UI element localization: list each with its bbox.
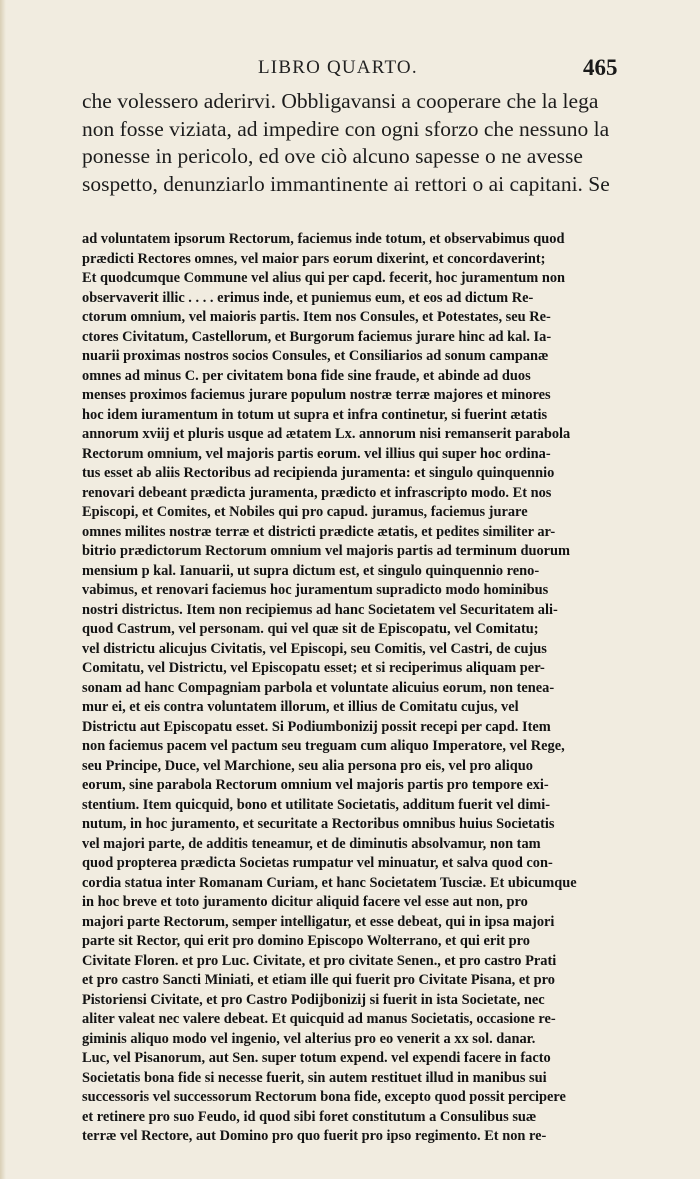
- footnote-line: prædicti Rectores omnes, vel maior pars eorum dixerint, et concordaverint;: [82, 250, 546, 267]
- footnote-line: Rectorum omnium, vel majoris partis eorum. vel illius qui super hoc ordina-: [82, 445, 551, 462]
- main-text-line: che volessero aderirvi. Obbligavansi a cooperare che la lega: [82, 89, 599, 113]
- main-text-line: sospetto, denunziarlo immantinente ai rettori o ai capitani. Se: [82, 171, 610, 196]
- page-number: 465: [583, 55, 618, 80]
- main-text: [82, 88, 622, 198]
- footnote-line: mur ei, et eis contra voluntatem illorum, et illius de Comitatu cujus, vel: [82, 699, 519, 715]
- footnote-line: ctores Civitatum, Castellorum, et Burgorum faciemus jurare hinc ad kal. Ia-: [82, 328, 552, 345]
- footnote-line: menses proximos faciemus jurare populum nostræ terræ majores et minores: [82, 387, 551, 403]
- footnote-line: in hoc breve et toto juramento dicitur aliquid facere vel esse aut non, pro: [82, 894, 528, 910]
- footnote-line: seu Principe, Duce, vel Marchione, seu alia persona pro eis, vel pro aliquo: [82, 757, 533, 774]
- footnote-line: successoris vel successorum Rectorum bona fide, excepto quod possit percipere: [82, 1089, 566, 1105]
- footnote-line: terræ vel Rectore, aut Domino pro quo fuerit pro ipso regimento. Et non re-: [82, 1128, 547, 1144]
- footnote-line: nostri districtus. Item non recipiemus ad hanc Societatem vel Securitatem ali-: [82, 601, 558, 618]
- main-text-line: non fosse viziata, ad impedire con ogni sforzo che nessuno la: [82, 116, 610, 141]
- footnote-line: nutum, in hoc juramento, et securitate a Rectoribus omnibus huius Societatis: [82, 816, 555, 832]
- footnote-line: nuarii proximas nostros socios Consules, et Consiliarios ad sonum campanæ: [82, 348, 549, 364]
- footnote-line: cordia statua inter Romanam Curiam, et hanc Societatem Tusciæ. Et ubicumque: [82, 874, 577, 891]
- footnote-line: parte sit Rector, qui erit pro domino Episcopo Wolterrano, et qui erit pro: [82, 933, 530, 949]
- footnote-line: Episcopi, et Comites, et Nobiles qui pro capud. juramus, faciemus jurare: [82, 504, 528, 520]
- footnote-line: mensium p kal. Ianuarii, ut supra dictum est, et singulo quinquennio reno-: [82, 562, 540, 579]
- footnote-line: annorum xviij et pluris usque ad ætatem Lx. annorum nisi remanserit parabola: [82, 426, 571, 442]
- footnote-line: et retinere pro suo Feudo, id quod sibi foret constitutum a Consulibus suæ: [82, 1108, 537, 1125]
- footnote-line: stentium. Item quicquid, bono et utilitate Societatis, additum fuerit vel dimi-: [82, 796, 551, 813]
- footnote-line: observaverit illic . . . . erimus inde, et puniemus eum, et eos ad dictum Re-: [82, 289, 534, 306]
- footnote-line: vel majori parte, de additis teneamur, et de diminutis absolvamur, non tam: [82, 835, 541, 852]
- footnote-line: omnes milites nostræ terræ et districti prædicte ætatis, et pedites similiter ar-: [82, 523, 556, 540]
- footnote-line: Luc, vel Pisanorum, aut Sen. super totum expend. vel expendi facere in facto: [82, 1050, 551, 1066]
- main-text-line: ponesse in pericolo, ed ove ciò alcuno sapesse o ne avesse: [82, 144, 583, 168]
- running-title: LIBRO QUARTO.: [258, 57, 418, 78]
- footnote-line: aliter valeat nec valere debeat. Et quicquid ad manus Societatis, occasione re-: [82, 1011, 556, 1027]
- footnote-line: quod Castrum, vel personam. qui vel quæ sit de Episcopatu, vel Comitatu;: [82, 621, 539, 637]
- footnote-line: tus esset ab aliis Rectoribus ad recipienda juramenta: et singulo quinquennio: [82, 465, 555, 481]
- footnote-line: eorum, sine parabola Rectorum omnium vel majoris partis pro tempore exi-: [82, 777, 549, 793]
- footnote-line: Societatis bona fide si necesse fuerit, sin autem restituet illud in manibus sui: [82, 1069, 547, 1086]
- footnote-line: non faciemus pacem vel pactum seu treguam cum aliquo Imperatore, vel Rege,: [82, 738, 565, 754]
- footnote-line: Pistoriensi Civitate, et pro Castro Podijbonizij si fuerit in ista Societate, nec: [82, 991, 545, 1008]
- footnote-line: sonam ad hanc Compagniam parbola et voluntate alicuius eorum, non tenea-: [82, 679, 555, 696]
- footnote-line: vel districtu alicujus Civitatis, vel Episcopi, seu Comitis, vel Castri, de cujus: [82, 640, 547, 657]
- footnote-line: giminis aliquo modo vel ingenio, vel alterius pro eo venerit a xx sol. danar.: [82, 1030, 536, 1047]
- footnote-line: bitrio prædictorum Rectorum omnium vel majoris partis ad terminum duorum: [82, 543, 571, 559]
- footnote-line: ad voluntatem ipsorum Rectorum, faciemus inde totum, et observabimus quod: [82, 231, 565, 247]
- footnote-line: ctorum omnium, vel maioris partis. Item nos Consules, et Potestates, seu Re-: [82, 309, 551, 325]
- footnote-line: Et quodcumque Commune vel alius qui per capd. fecerit, hoc juramentum non: [82, 270, 566, 286]
- footnote-line: quod propterea prædicta Societas rumpatur vel minuatur, et salva quod con-: [82, 855, 553, 871]
- footnote-line: renovari debeant prædicta juramenta, prædicto et infrascripto modo. Et nos: [82, 484, 552, 501]
- footnote-line: Comitatu, vel Districtu, vel Episcopatu esset; et si reciperimus aliquam per-: [82, 660, 545, 676]
- footnote-line: hoc idem iuramentum in totum ut supra et infra continetur, si fuerint ætatis: [82, 406, 548, 423]
- page-binding-edge: [0, 0, 6, 1179]
- footnote-latin-text: [82, 230, 622, 1147]
- footnote-line: omnes ad minus C. per civitatem bona fide sine fraude, et abinde ad duos: [82, 367, 531, 384]
- footnote-line: Civitate Floren. et pro Luc. Civitate, et pro civitate Senen., et pro castro Prati: [82, 952, 557, 969]
- page-header: [0, 55, 700, 87]
- footnote-line: majori parte Rectorum, semper intelligatur, et esse debeat, qui in ipsa majori: [82, 913, 555, 930]
- footnote-line: vabimus, et renovari faciemus hoc juramentum supradicto modo hominibus: [82, 582, 549, 598]
- footnote-line: Districtu aut Episcopatu esset. Si Podiumbonizij possit recepi per capd. Item: [82, 718, 551, 735]
- footnote-line: et pro castro Sancti Miniati, et etiam ille qui fuerit pro Civitate Pisana, et pro: [82, 972, 555, 988]
